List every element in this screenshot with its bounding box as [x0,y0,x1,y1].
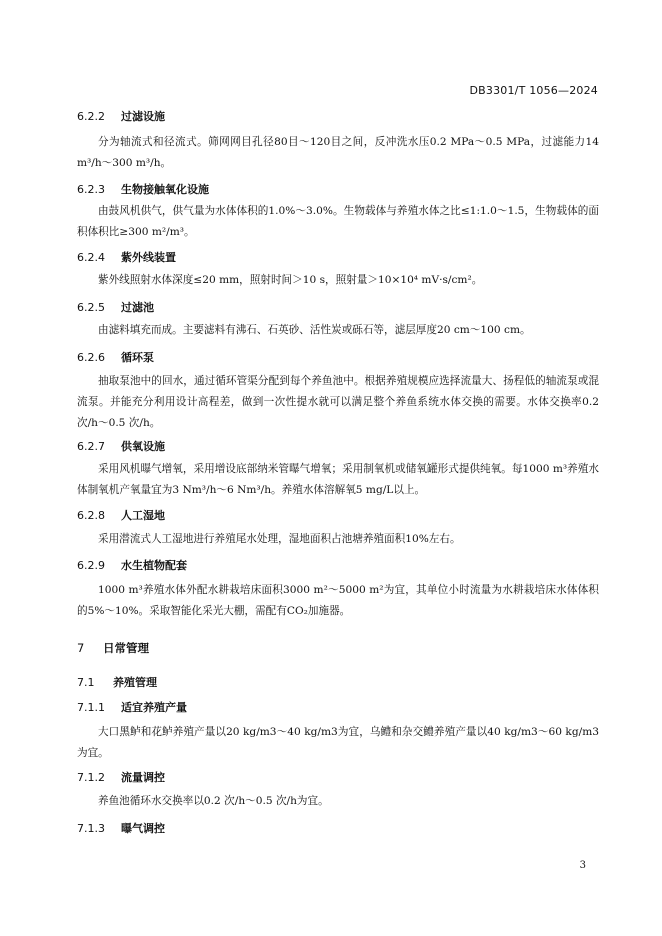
section-heading [77,181,209,197]
paragraph: 大口黑鲈和花鲈养殖产量以20 kg/m3～40 kg/m3为宜，乌鳢和杂交鳢养殖产量以40 kg/m3～60 kg/m3为宜。 [77,726,599,759]
chapter-title: 日常管理 [103,641,149,655]
paragraph: 紫外线照射水体深度≤20 mm，照射时间＞10 s，照射量＞10×10⁴ mV·s/cm²。 [98,274,483,286]
paragraph: 由鼓风机供气，供气量为水体体积的1.0%～3.0%。生物载体与养殖水体之比≤1:1.0～1.5，生物载体的面积体积比≥300 m²/m³。 [77,205,599,238]
chapter-heading [77,640,149,656]
section-heading [77,349,154,365]
chapter-number: 7 [77,641,85,655]
section-title: 水生植物配套 [121,559,187,572]
section-heading [77,299,154,315]
section-title: 过滤池 [121,301,154,314]
section-number: 6.2.9 [77,559,105,572]
section-title: 适宜养殖产量 [121,701,187,714]
section-number: 7.1 [77,676,95,689]
paragraph: 采用潜流式人工湿地进行养殖尾水处理，湿地面积占池塘养殖面积10%左右。 [98,533,461,545]
section-title: 循环泵 [121,351,154,364]
section-heading [77,507,165,523]
section-title: 过滤设施 [121,110,165,123]
section-heading [77,249,176,265]
section-number: 7.1.3 [77,822,105,835]
section-title: 曝气调控 [121,822,165,835]
section-heading [77,108,165,124]
section-number: 7.1.2 [77,771,105,784]
section-title: 生物接触氧化设施 [121,183,209,196]
section-heading [77,557,187,573]
section-heading [77,438,165,454]
section-number: 6.2.6 [77,351,105,364]
section-number: 6.2.5 [77,301,105,314]
paragraph: 由滤料填充而成。主要滤料有沸石、石英砂、活性炭或砾石等，滤层厚度20 cm～100 cm。 [98,324,531,336]
header-code: DB3301/T 1056—2024 [469,84,598,97]
section-title: 供氧设施 [121,440,165,453]
section-heading [77,820,165,836]
section-title: 人工湿地 [121,509,165,522]
section-heading [77,769,165,785]
section-number: 6.2.7 [77,440,105,453]
section-number: 7.1.1 [77,701,105,714]
paragraph: 1000 m³养殖水体外配水耕栽培床面积3000 m²～5000 m²为宜，其单位小时流量为水耕栽培床水体体积的5%～10%。采取智能化采光大棚，需配有CO₂加施器。 [77,584,599,617]
section-title: 流量调控 [121,771,165,784]
section-heading [77,699,187,715]
section-number: 6.2.3 [77,183,105,196]
section-title: 养殖管理 [113,676,157,689]
paragraph: 抽取泵池中的回水，通过循环管渠分配到每个养鱼池中。根据养殖规模应选择流量大、扬程低的轴流泵或混流泵。并能充分利用设计高程差，做到一次性提水就可以满足整个养鱼系统水体交换的需要。水体交换率0.2 次/h～0.5 次/h。 [77,375,599,429]
page-number: 3 [579,860,586,871]
paragraph: 分为轴流式和径流式。筛网网目孔径80目～120目之间，反冲洗水压0.2 MPa～0.5 MPa，过滤能力14 m³/h～300 m³/h。 [77,136,599,169]
section-number: 6.2.2 [77,110,105,123]
section-number: 6.2.4 [77,251,105,264]
section-number: 6.2.8 [77,509,105,522]
paragraph: 采用风机曝气增氧，采用增设底部纳米管曝气增氧；采用制氧机或储氧罐形式提供纯氧。每1000 m³养殖水体制氧机产氧量宜为3 Nm³/h～6 Nm³/h。养殖水体溶解氧5 mg/L以上。 [77,463,599,496]
section-title: 紫外线装置 [121,251,176,264]
paragraph: 养鱼池循环水交换率以0.2 次/h～0.5 次/h为宜。 [98,795,329,807]
section-heading [77,674,157,690]
